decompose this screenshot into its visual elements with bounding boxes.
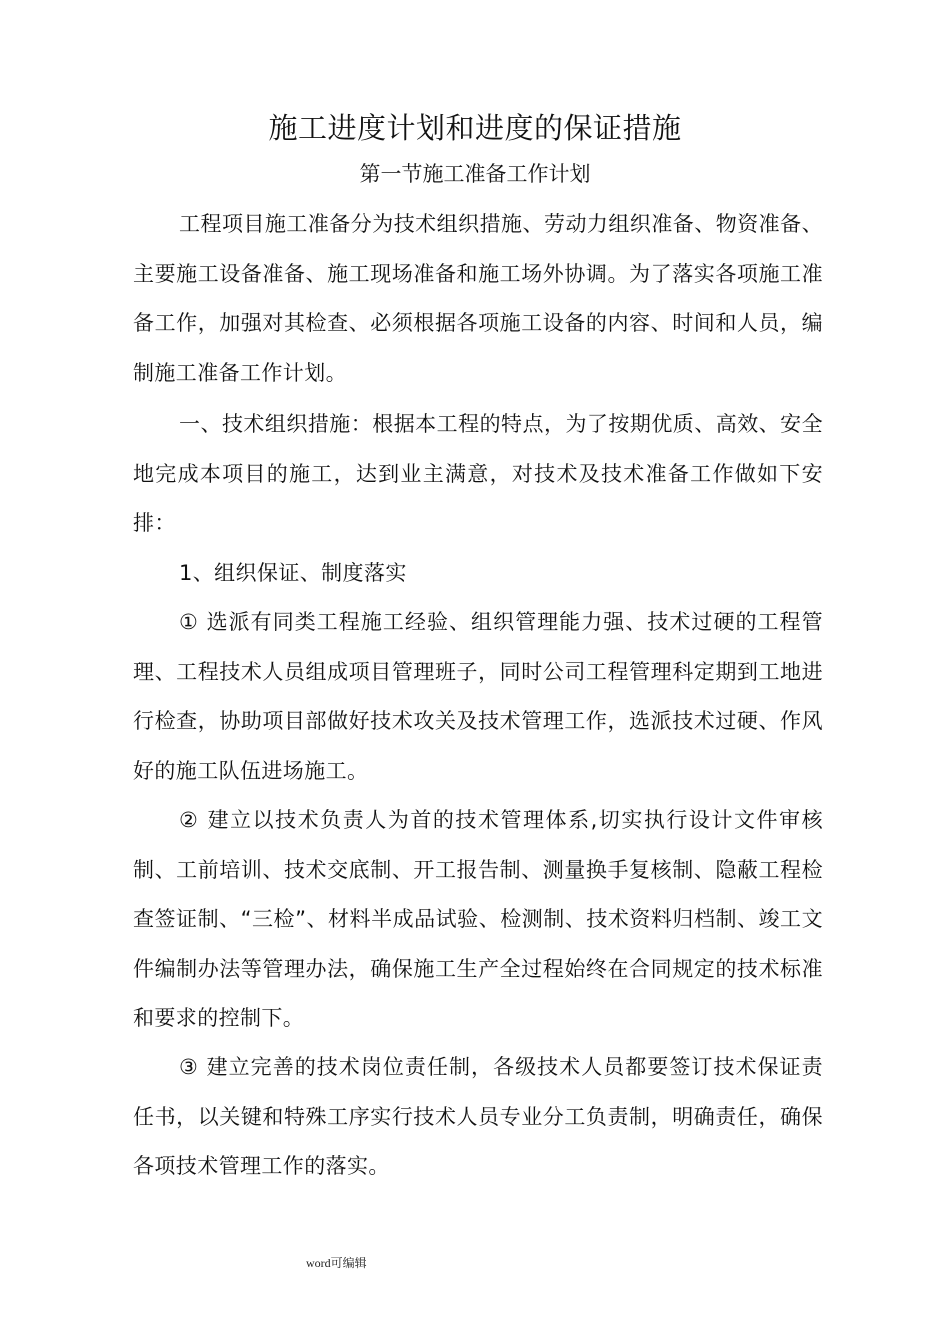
document-title: 施工进度计划和进度的保证措施 <box>268 111 682 145</box>
paragraph-item-1: ① 选派有同类工程施工经验、组织管理能力强、技术过硬的工程管理、工程技术人员组成项目管理班子，同时公司工程管理科定期到工地进行检查，协助项目部做好技术攻关及技术管理工作，选派技术过硬、作风好的施工队伍进场施工。 <box>133 610 823 783</box>
paragraph-item-3: ③ 建立完善的技术岗位责任制，各级技术人员都要签订技术保证责任书，以关键和特殊工序实行技术人员专业分工负责制，明确责任，确保各项技术管理工作的落实。 <box>133 1055 823 1178</box>
paragraph-technical-measures: 一、技术组织措施：根据本工程的特点，为了按期优质、高效、安全地完成本项目的施工，达到业主满意，对技术及技术准备工作做如下安排： <box>133 412 823 535</box>
paragraph-item-2: ② 建立以技术负责人为首的技术管理体系,切实执行设计文件审核制、工前培训、技术交底制、开工报告制、测量换手复核制、隐蔽工程检查签证制、“三检”、材料半成品试验、检测制、技术资料归档制、竣工文件编制办法等管理办法，确保施工生产全过程始终在合同规定的技术标准和要求的控制下。 <box>133 808 823 1030</box>
section-heading: 第一节施工准备工作计划 <box>359 162 591 186</box>
paragraph-intro: 工程项目施工准备分为技术组织措施、劳动力组织准备、物资准备、主要施工设备准备、施工现场准备和施工场外协调。为了落实各项施工准备工作，加强对其检查、必须根据各项施工设备的内容、时间和人员，编制施工准备工作计划。 <box>133 212 823 385</box>
paragraph-heading-organization: 1、组织保证、制度落实 <box>179 561 407 585</box>
page-footer: word可编辑 <box>306 1256 367 1270</box>
